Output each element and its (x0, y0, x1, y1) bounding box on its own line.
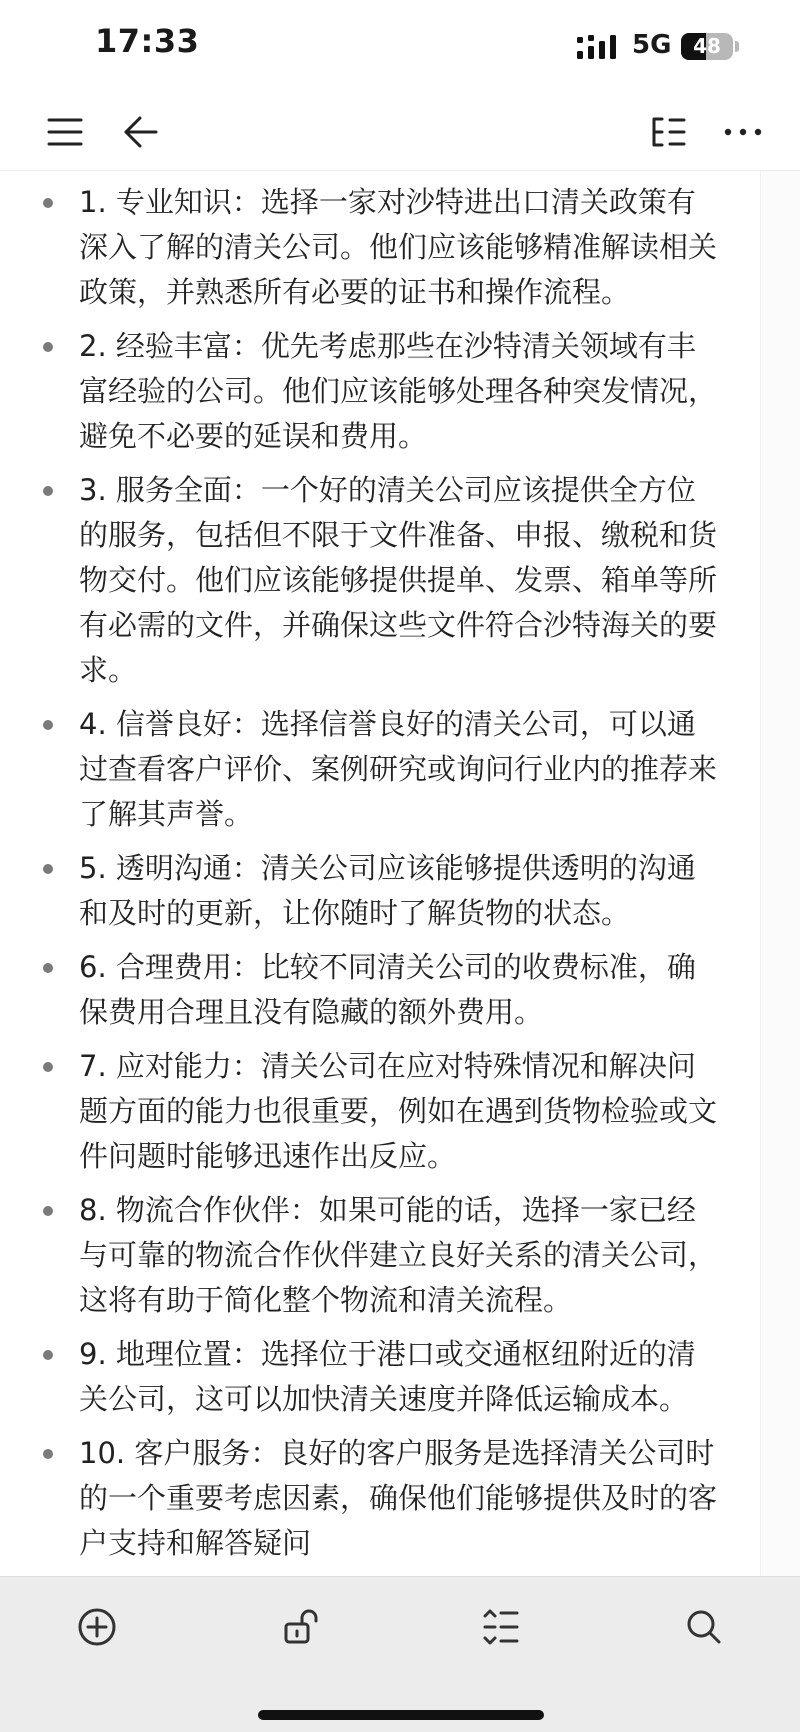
list-item (0, 945, 721, 1035)
status-bar (0, 0, 800, 95)
list-item (0, 1431, 721, 1566)
battery-percent: 48 (693, 34, 721, 58)
status-time: 17:33 (95, 22, 200, 60)
more-icon (723, 127, 763, 137)
list-item (0, 846, 721, 936)
bullet-dot (43, 963, 53, 973)
battery-nub (735, 41, 739, 52)
menu-button[interactable] (40, 107, 90, 157)
permission-button[interactable] (273, 1599, 329, 1655)
menu-icon (47, 117, 83, 147)
list-item-text: 3. 服务全面：一个好的清关公司应该提供全方位的服务，包括但不限于文件准备、申报、缴税和货物交付。他们应该能够提供提单、发票、箱单等所有必需的文件，并确保这些文件符合沙特海关的要求。 (79, 473, 718, 687)
list-item (0, 180, 721, 315)
cellular-signal-icon (577, 35, 619, 59)
list-item-text: 4. 信誉良好：选择信誉良好的清关公司，可以通过查看客户评价、案例研究或询问行业内的推荐来了解其声誉。 (79, 707, 718, 831)
battery-icon (681, 33, 733, 60)
list-item-text: 2. 经验丰富：优先考虑那些在沙特清关领域有丰富经验的公司。他们应该能够处理各种突发情况，避免不必要的延误和费用。 (79, 329, 718, 453)
side-margin (760, 171, 800, 1576)
bullet-list (0, 171, 760, 1566)
add-button[interactable] (69, 1599, 125, 1655)
more-button[interactable] (718, 107, 768, 157)
search-icon (684, 1607, 724, 1647)
list-item (0, 702, 721, 837)
list-item-text: 7. 应对能力：清关公司在应对特殊情况和解决问题方面的能力也很重要，例如在遇到货物检验或文件问题时能够迅速作出反应。 (79, 1049, 718, 1173)
list-item (0, 468, 721, 693)
bullet-dot (43, 198, 53, 208)
home-indicator[interactable] (258, 1710, 544, 1720)
list-item-text: 5. 透明沟通：清关公司应该能够提供透明的沟通和及时的更新，让你随时了解货物的状态。 (79, 851, 696, 930)
back-button[interactable] (116, 107, 166, 157)
list-item-text: 8. 物流合作伙伴：如果可能的话，选择一家已经与可靠的物流合作伙伴建立良好关系的清关公司，这将有助于简化整个物流和清关流程。 (79, 1193, 718, 1317)
add-circle-icon (77, 1607, 117, 1647)
bullet-dot (43, 720, 53, 730)
outline-icon (648, 116, 688, 148)
list-item (0, 1044, 721, 1179)
list-item (0, 1188, 721, 1323)
list-item-text: 6. 合理费用：比较不同清关公司的收费标准，确保费用合理且没有隐藏的额外费用。 (79, 950, 696, 1029)
unlock-icon (281, 1607, 321, 1647)
list-format-icon (481, 1607, 521, 1647)
outline-button[interactable] (643, 107, 693, 157)
list-item-text: 10. 客户服务：良好的客户服务是选择清关公司时的一个重要考虑因素，确保他们能够提供及时的客户支持和解答疑问 (79, 1436, 718, 1560)
format-button[interactable] (473, 1599, 529, 1655)
document-content (0, 171, 760, 1576)
network-type: 5G (632, 30, 672, 60)
bullet-dot (43, 1449, 53, 1459)
back-arrow-icon (123, 116, 159, 148)
list-item-text: 9. 地理位置：选择位于港口或交通枢纽附近的清关公司，这可以加快清关速度并降低运输成本。 (79, 1337, 696, 1416)
search-button[interactable] (676, 1599, 732, 1655)
bullet-dot (43, 864, 53, 874)
bullet-dot (43, 486, 53, 496)
bullet-dot (43, 1062, 53, 1072)
top-toolbar (0, 95, 800, 171)
list-item (0, 324, 721, 459)
list-item-text: 1. 专业知识：选择一家对沙特进出口清关政策有深入了解的清关公司。他们应该能够精准解读相关政策，并熟悉所有必要的证书和操作流程。 (79, 185, 718, 309)
list-item (0, 1332, 721, 1422)
bottom-toolbar (0, 1576, 800, 1732)
bullet-dot (43, 1350, 53, 1360)
bullet-dot (43, 1206, 53, 1216)
bullet-dot (43, 342, 53, 352)
